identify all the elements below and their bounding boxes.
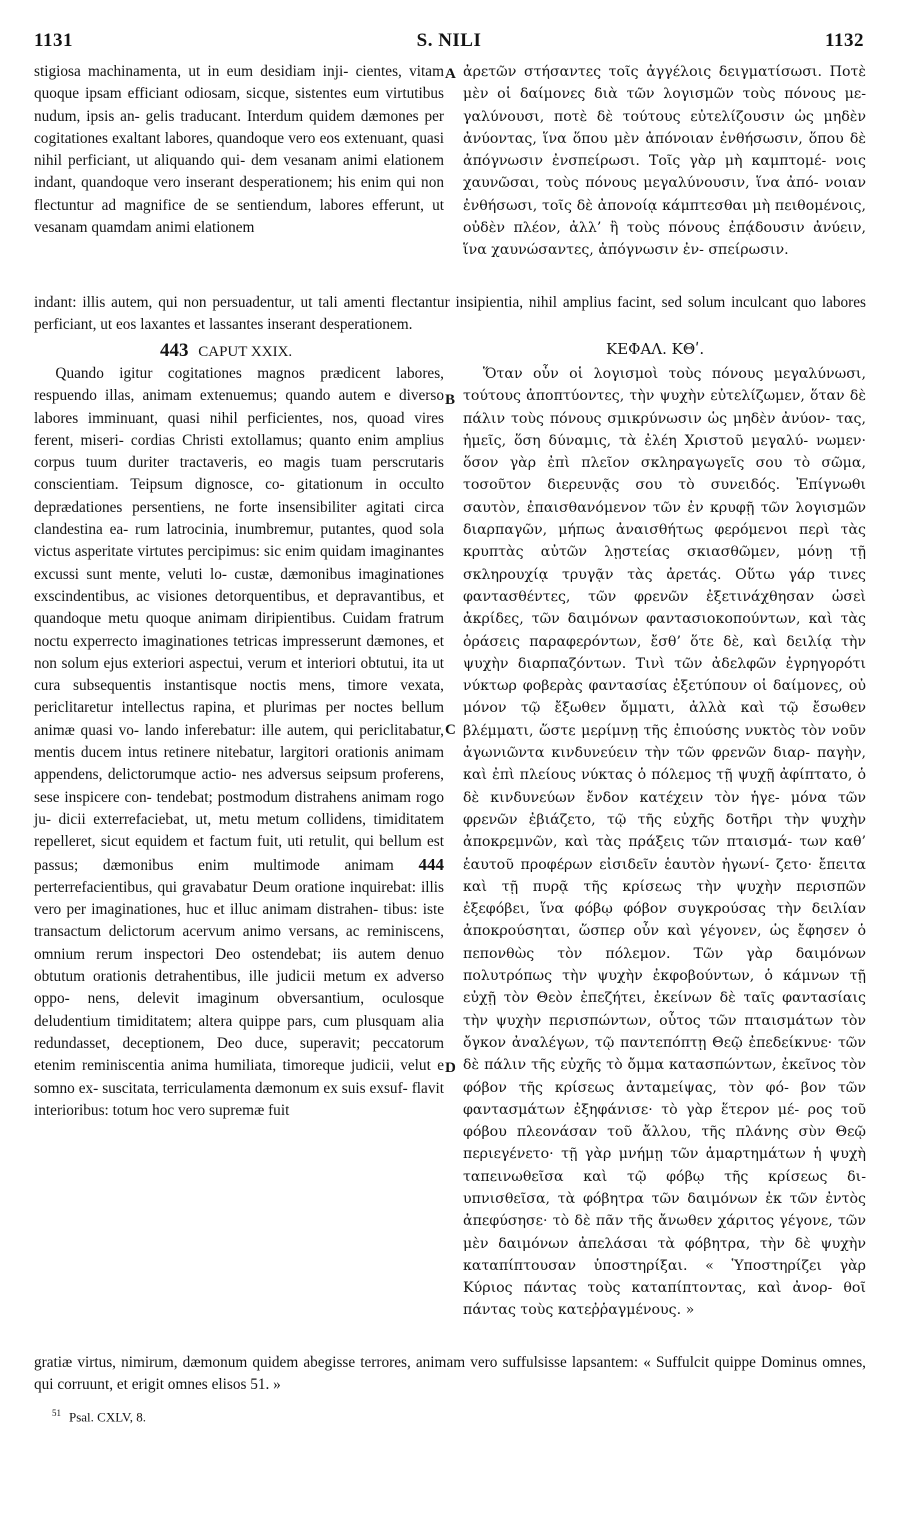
latin-body-text-continued: perterrefacientibus, qui gravabatur Deum oratione inquirebat: illis vero per imaginationes, huc et illuc animam distrahen- tibus: iste transactum delictorum acervum animo versans, ac reminiscens, omnium rerum inspectori Deo ostendebat; iis autem denuo obtutum orationis detrahentibus, ille judicii metum ex adverso oppo- nens, delevit imaginum obversantium, oculosque deludentium timiditatem; altera quippe pars, cum plusquam alia redundasset, deceptionem, Deo duce, superavit; peccatorum etenim reminiscentia anima humiliata, timoreque judicii, velut e somno ex- suscitata, terriculamenta dæmonum ex suis exsuf- flavit interioribus: totum hoc vero supremæ fuit — [34, 878, 444, 1119]
latin-body-text: Quando igitur cogitationes magnos prædicent labores, respuendo illas, animam extenuemus; quando autem e diverso labores imminuant, quasi nihil perficientes, nos, quoad vires ferent, miseri- cordias Christi extollamus; quanto enim amplius corpus tuum duriter tractaveris, eo magis tuam perscrutaris conscientiam. Teipsum dignosce, co- gitationum in occulto deprædationes persentiens, ne forte insensibiliter agitati circa clandestina ea- rum latrocinia, inumbremur, putantes, quod sola victus asperitate virtutes percipimus: sic enim quidam imaginantes excussi sunt mente, veluti lo- custæ, dæmonibus imaginationes exscindentibus, ac visiones detorquentibus, et depravantibus, et quandoque metu quoque animam diripientibus. Cuidam fratrum noctu experrecto imaginationes tetricas impresserunt dæmones, et non solum ejus exteriori aspectui, verum et interiori obtutui, ita ut cura subsequentis instantisque noctis mens, timore vexata, periclitaretur intellectus rapina, et plurimas per noctes bellum animæ quasi vo- lando inferebatur: ille autem, qui periclitabatur, mentis ducem intus retinere nitebatur, largitori orationis animam appendens, delictorumque actio- nes adversus seipsum proferens, sese inspicere con- tendebat; postmodum distrahens animam rogo ju- dicii exterrefaciebat, ut, metu metum collidens, timiditatem repelleret, sicut equidem et factum fuit, uti retulit, qui bellum est passus; dæmonibus enim multimode animam — [34, 365, 444, 874]
margin-marker-b: B — [445, 392, 456, 408]
latin-inline-page-number: 444 — [418, 854, 445, 874]
footnote — [52, 1408, 146, 1425]
right-page-number: 1132 — [825, 30, 864, 51]
latin-column-top — [34, 61, 444, 239]
greek-chapter-heading: ΚΕΦΑΛ. ΚΘʹ. — [606, 340, 705, 358]
margin-marker-a: A — [445, 66, 456, 82]
running-title: S. NILI — [416, 30, 482, 51]
greek-column-top — [463, 61, 866, 262]
latin-top-paragraph: stigiosa machinamenta, ut in eum desidiam inji- cientes, vitam quoque ipsam efficiant odiosam, sicque, sistentes eum virtutibus nudum, ipsis an- gelis traducant. Interdum quidem dæmones per cogitationes exaltant labores, quandoque vero eos extenuant, quasi nihil perficiant, ut aliquando qui- dem vesanam animi elationem indant, quandoque vero inserant desperationem; his enim qui non flectuntur ad magnifice de se sentiendum, labores efferunt, ut vesanam quamdam animi elationem — [34, 63, 444, 237]
greek-top-paragraph: ἀρετῶν στήσαντες τοῖς ἀγγέλοις δειγματίσωσι. Ποτὲ μὲν οἱ δαίμονες διὰ τῶν λογισμῶν τοὺς πόνους με- γαλύνουσι, ποτὲ δὲ τούτους εὐτελίζουσιν ὡς μηδὲν ἀνύοντας, ἵνα ὅπου μὲν ἀπόνοιαν ἐνθήσωσιν, ὅπου δὲ ἀπόγνωσιν ἐνσπείρωσι. Τοῖς γὰρ μὴ καμπτομέ- νοις χαυνῶσαι, τοὺς πόνους μεγαλύνουσιν, ἵνα ἀπό- νοιαν ἐνθήσωσι, τοῖς δὲ ἀπονοίᾳ κάμπτεσθαι μὴ πειθομένοις, οὐδὲν πλέον, ἀλλ’ ἢ τοὺς πόνους ἐπᾴδουσιν ἀνύειν, ἵνα χαυνώσαντες, ἀπόγνωσιν ἐν- σπείρωσιν. — [463, 64, 866, 259]
bridge-top-paragraph: indant: illis autem, qui non persuadentur, ut tali amenti flectantur insipientia, nihil amplius facint, sed solum inculcant quo labores perficiant, ut eos laxantes et lassantes inserant desperationem. — [34, 294, 866, 334]
left-page-number: 1131 — [34, 30, 73, 51]
bridge-text-bottom — [34, 1352, 866, 1397]
latin-chapter-title: CAPUT XXIX. — [198, 344, 293, 360]
latin-chapter-heading — [160, 340, 292, 362]
latin-body-paragraph — [34, 363, 444, 1122]
footnote-mark: 51 — [52, 1408, 61, 1418]
latin-chapter-page-number: 443 — [160, 340, 189, 361]
bridge-text-top — [34, 292, 866, 337]
margin-marker-c: C — [445, 722, 456, 738]
bridge-bottom-paragraph: gratiæ virtus, nimirum, dæmonum quidem abegisse terrores, animam vero suffulsisse lapsantem: « Suffulcit quippe Dominus omnes, qui corruunt, et erigit omnes elisos 51. » — [34, 1354, 866, 1394]
greek-body-paragraph: Ὅταν οὖν οἱ λογισμοὶ τοὺς πόνους μεγαλύνωσι, τούτους ἀποπτύοντες, τὴν ψυχὴν εὐτελίζωμεν, ὅταν δὲ πάλιν τοὺς πόνους σμικρύνωσιν ὡς μηδὲν ἀνύον- τας, ἡμεῖς, ὅση δύναμις, τὰ ἐλέη Χριστοῦ μεγαλύ- νωμεν· ὅσον γὰρ ἐπὶ πλεῖον σκληραγωγεῖς σου τὸ σῶμα, τοσοῦτον διερευνᾷς σου τὸ συνειδός. Ἐπίγνωθι σαυτὸν, ἐπαισθανόμενον τῶν ἐν κρυφῇ τῶν λογισμῶν διαρπαγῶν, μήπως ἀναισθήτως φερόμενοι περὶ τὰς κρυπτὰς αὐτῶν λῃστείας σκιασθῶμεν, μόνῃ τῇ σκληρουχίᾳ τρυγᾷν τὰς ἀρετάς. Οὕτω γάρ τινες φαντασθέντες, τῶν φρενῶν ἐξετινάχθησαν ὡσεὶ ἀκρίδες, τῶν δαιμόνων φαντασιοκοπούντων, καὶ τὰς ὁράσεις παραφερόντων, ἔσθ’ ὅτε δὲ, καὶ δειλίᾳ τὴν ψυχὴν διαρπαζόντων. Τινὶ τῶν ἀδελφῶν ἐγρηγορότι νύκτωρ φοβερὰς φαντασίας ἐξετύπουν οἱ δαίμονες, οὐ μόνον τῷ ἔξωθεν ὄμματι, ἀλλὰ καὶ τῷ ἔσωθεν βλέμματι, ὥστε μερίμνῃ τῆς ἐπιούσης νυκτὸς τὸν νοῦν ἀγωνιῶντα κινδυνεύειν τὴν τῶν φρενῶν διαρ- παγὴν, καὶ ἐπὶ πλείους νύκτας ὁ πόλεμος τῇ ψυχῇ ἀφίπτατο, ὁ δὲ κινδυνεύων ἔνδον κατέχειν τὸν ἡγε- μόνα τῶν φρενῶν ἐβιάζετο, τῷ τῆς εὐχῆς δοτῆρι τὴν ψυχὴν ἀποκρεμνῶν, καὶ τὰς πράξεις τῶν πταισμά- των καθ’ ἑαυτοῦ προφέρων εἰσιδεῖν ἑαυτὸν ἠγωνί- ζετο· ἔπειτα καὶ τῇ πυρᾷ τῆς κρίσεως τὴν ψυχὴν περισπῶν ἐξεφόβει, ἵνα φόβῳ φόβον συγκρούσας τὴν δειλίαν ἀποκρούσηται, ὥσπερ οὖν καὶ γέγονεν, ὡς ἔφησεν ὁ πεπονθὼς τὸν πόλεμον. Τῶν γὰρ δαιμόνων πολυτρόπως τὴν ψυχὴν ἐκφοβούντων, ὁ κάμνων τῇ εὐχῇ τὸν Θεὸν ἐπεζήτει, ἐκείνων δὲ ταῖς φαντασίαις τὴν ψυχὴν περισπώντων, οὗτος τῶν πταισμάτων τὸν ὄγκον ἀναλέγων, τῷ παντεπόπτῃ Θεῷ ἐπεδείκνυε· τῶν δὲ πάλιν τῆς εὐχῆς τὸ ὄμμα κατασπώντων, ἐκεῖνος τὸν φόβον τῆς κρίσεως ἀνταμείψας, τὸν φό- βον τῶν φαντασμάτων ἐξηφάνισε· τὸ γὰρ ἕτερον μέ- ρος τοῦ φόβου πλεονάσαν τοῦ ἄλλου, τῆς πλάνης σὺν Θεῷ περιεγένετο· τῇ γὰρ μνήμῃ τῶν ἁμαρτημάτων ἡ ψυχὴ ταπεινωθεῖσα καὶ τῷ φόβῳ τῆς κρίσεως δι- υπνισθεῖσα, τὰ φόβητρα τῶν δαιμόνων ἐκ τῶν ἐντὸς ἀπεφύσησε· τὸ δὲ πᾶν τῆς ἄνωθεν χάριτος γέγονε, τῶν μὲν δαιμόνων ἀπελάσαι τὰ φόβητρα, τὴν δὲ ψυχὴν καταπίπτουσαν ὑποστηρίξαι. « Ὑποστηρίζει γὰρ Κύριος πάντας τοὺς καταπίπτοντας, καὶ ἀνορ- θοῖ πάντας τοὺς κατεῤῥαγμένους. » — [463, 366, 866, 1319]
latin-column-body — [34, 363, 444, 1122]
margin-marker-d: D — [445, 1060, 456, 1076]
footnote-text: Psal. CXLV, 8. — [69, 1409, 146, 1425]
greek-column-body — [463, 363, 866, 1322]
